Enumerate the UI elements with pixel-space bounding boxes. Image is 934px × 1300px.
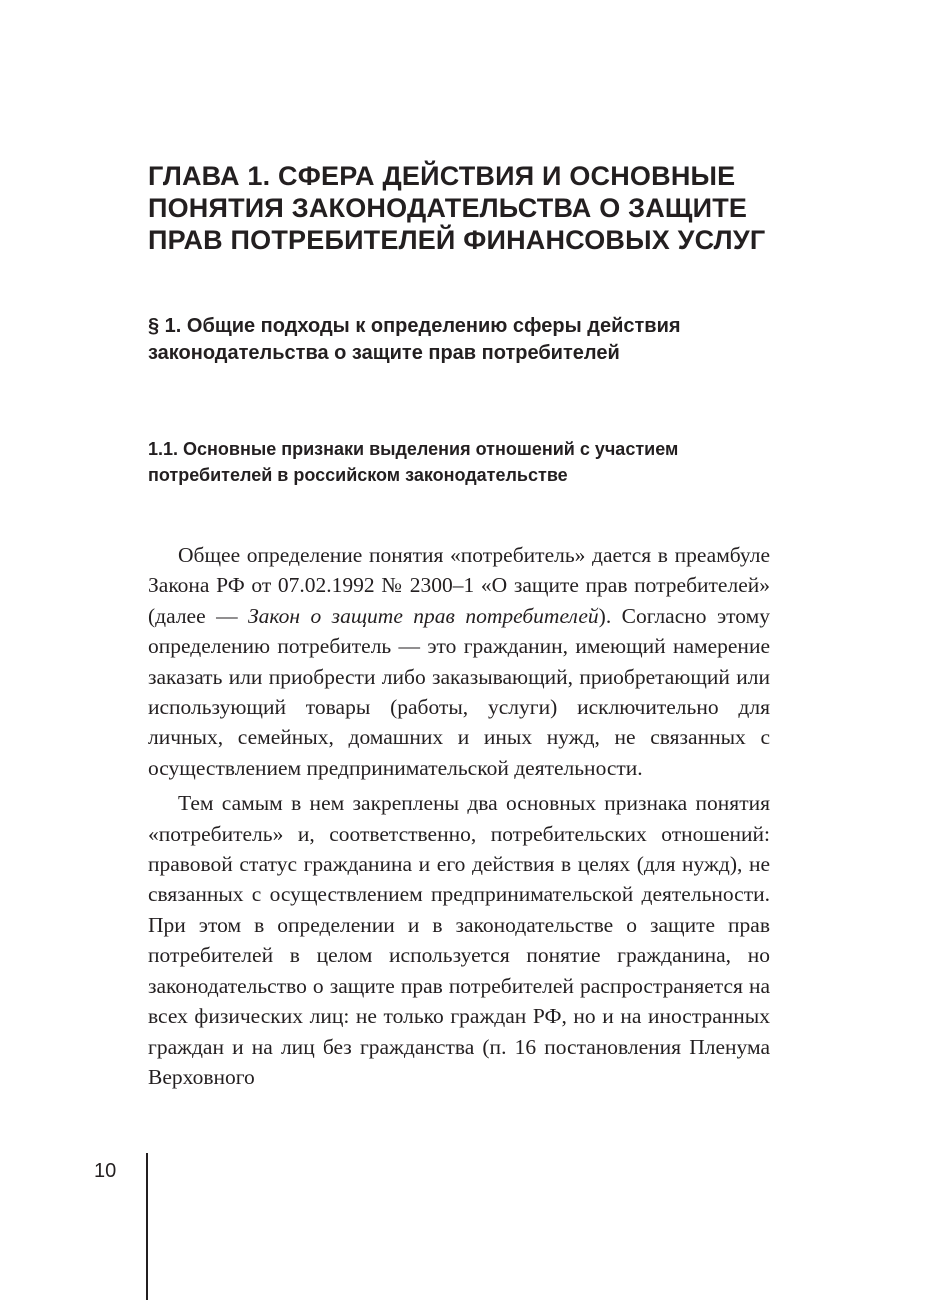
paragraph-2: Тем самым в нем закреплены два основных признака понятия «потребитель» и, соответственно, потребительских отношений: правовой статус гражданина и его действия в целях (для нужд), не связанных с осуществлением предпринимательской деятельности. При этом в определении и в законодательстве о защите прав потребителей в целом используется понятие гражданина, но законодательство о защите прав потребителей распространяется на всех физических лиц: не только граждан РФ, но и на иностранных граждан и на лиц без гражданства (п. 16 постановления Пленума Верховного <box>148 791 770 1089</box>
page-number: 10 <box>94 1160 117 1182</box>
chapter-title: ГЛАВА 1. СФЕРА ДЕЙСТВИЯ И ОСНОВНЫЕ ПОНЯТИЯ ЗАКОНОДАТЕЛЬСТВА О ЗАЩИТЕ ПРАВ ПОТРЕБИТЕЛЕЙ ФИНАНСОВЫХ УСЛУГ <box>148 161 766 255</box>
law-short-name: Закон о защите прав потребителей <box>248 603 599 628</box>
body-text <box>148 540 770 1097</box>
subsection-title: 1.1. Основные признаки выделения отношений с участием потребителей в российском законодательстве <box>148 439 679 485</box>
paragraph-1-text-end: ). Согласно этому определению потребитель — это гражданин, имеющий намерение заказать или приобрести либо заказывающий, приобретающий или использующий товары (работы, услуги) исключительно для личных, семейных, домашних и иных нужд, не связанных с осуществлением предпринимательской деятельности. <box>148 603 770 780</box>
section-title: § 1. Общие подходы к определению сферы действия законодательства о защите прав потребителей <box>148 315 681 364</box>
paragraph-1-text-start: Общее определение понятия «потребитель» дается в преамбуле Закона РФ от 07.02.1992 № 2300–1 «О защите прав потребителей» (далее — <box>148 543 770 628</box>
page-margin-rule <box>146 1153 148 1300</box>
paragraph-1 <box>148 540 770 783</box>
